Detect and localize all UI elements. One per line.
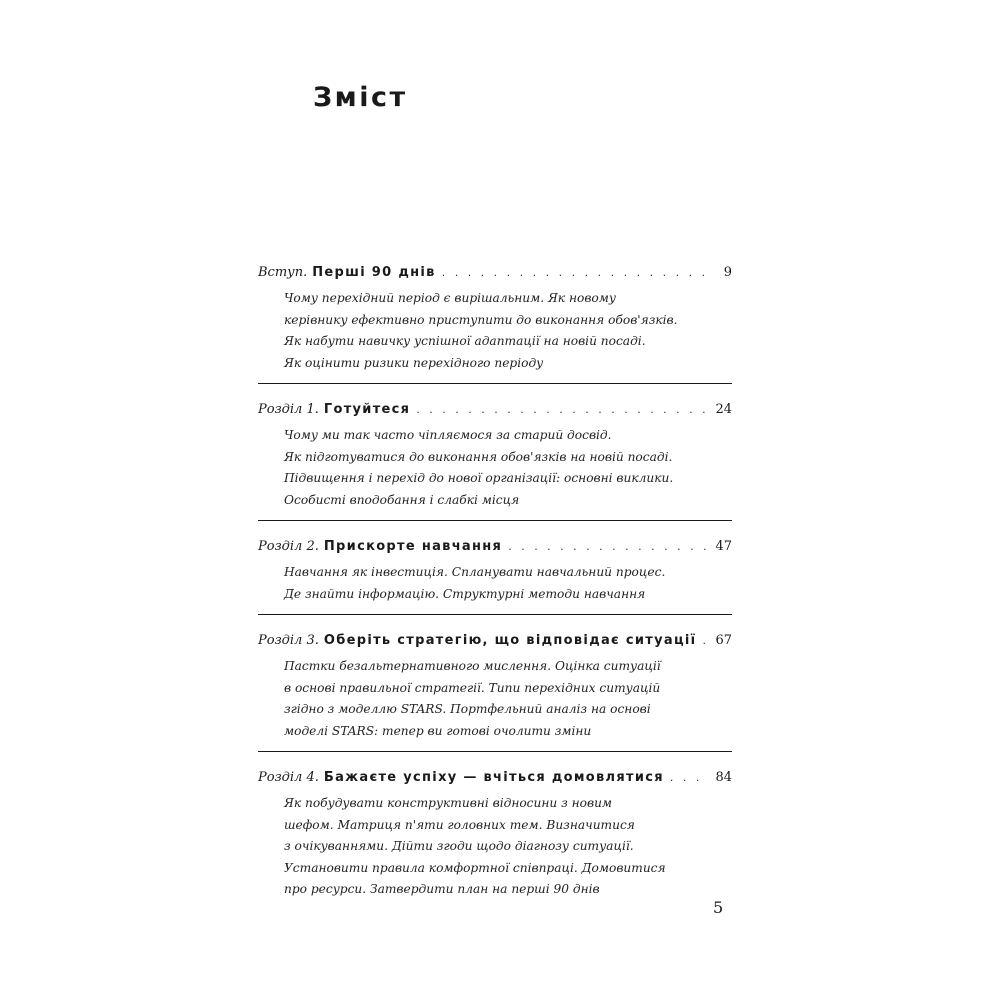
entry-divider: [258, 520, 732, 521]
toc-entry-heading: [258, 395, 732, 425]
description-line: Особисті вподобання і слабкі місця: [284, 492, 520, 507]
description-line: Установити правила комфортної співпраці. Домовитися: [284, 860, 666, 875]
toc-entry-description: [258, 793, 732, 901]
toc-entry-chapter-1: [258, 395, 732, 521]
toc-entry-intro: [258, 258, 732, 384]
toc-entry-heading: [258, 626, 732, 656]
toc-entry-page-number: 24: [715, 402, 732, 417]
toc-entry-page-number: 9: [723, 265, 732, 280]
page-number: 5: [713, 898, 724, 917]
description-line: Чому ми так часто чіпляємося за старий досвід.: [284, 428, 612, 442]
description-line: Як оцінити ризики перехідного періоду: [284, 355, 544, 370]
toc-entry-title: Прискорте навчання: [323, 539, 503, 554]
toc-entry-prefix: Розділ 3.: [258, 633, 319, 648]
description-line: в основі правильної стратегії. Типи перехідних ситуацій: [284, 680, 661, 695]
page-title: Зміст: [313, 82, 408, 113]
toc-entry-page-number: 47: [715, 539, 732, 554]
toc-entry-prefix: Розділ 1.: [258, 402, 319, 417]
description-line: Підвищення і перехід до нової організації: основні виклики.: [284, 471, 674, 485]
toc-entry-prefix: Розділ 4.: [258, 770, 319, 785]
toc-entry-description: [258, 562, 732, 605]
toc-entry-heading: [258, 763, 732, 793]
table-of-contents: [258, 258, 732, 912]
toc-entry-title: Бажаєте успіху — вчіться домовлятися: [323, 770, 664, 785]
entry-divider: [258, 751, 732, 752]
description-line: згідно з моделлю STARS. Портфельний аналіз на основі: [284, 702, 651, 716]
toc-entry-title: Перші 90 днів: [312, 265, 436, 280]
toc-entry-description: [258, 288, 732, 374]
toc-entry-chapter-2: [258, 532, 732, 615]
description-line: Як набути навичку успішної адаптації на новій посаді.: [284, 334, 646, 348]
entry-divider: [258, 383, 732, 384]
toc-entry-title: Готуйтеся: [323, 402, 411, 417]
description-line: керівнику ефективно приступити до виконання обов'язків.: [284, 312, 678, 327]
description-line: Навчання як інвестиція. Спланувати навчальний процес.: [284, 565, 666, 579]
toc-entry-page-number: 84: [715, 770, 732, 785]
description-line: Як підготуватися до виконання обов'язків на новій посаді.: [284, 449, 673, 464]
toc-entry-description: [258, 425, 732, 511]
toc-entry-page-number: 67: [715, 633, 732, 648]
toc-entry-chapter-3: [258, 626, 732, 752]
description-line: Чому перехідний період є вирішальним. Як новому: [284, 291, 616, 305]
dot-leader: [508, 532, 706, 562]
dot-leader: [416, 395, 706, 425]
description-line: Пастки безальтернативного мислення. Оцінка ситуації: [284, 659, 661, 673]
description-line: з очікуваннями. Дійти згоди щодо діагнозу ситуації.: [284, 839, 634, 853]
description-line: про ресурси. Затвердити план на перші 90 днів: [284, 882, 600, 896]
toc-entry-prefix: Вступ.: [258, 265, 308, 280]
dot-leader: [442, 258, 706, 288]
entry-divider: [258, 614, 732, 615]
dot-leader: [670, 763, 706, 793]
toc-entry-title: Оберіть стратегію, що відповідає ситуації: [323, 633, 697, 648]
toc-entry-description: [258, 656, 732, 742]
toc-entry-heading: [258, 258, 732, 288]
dot-leader: [702, 626, 706, 656]
toc-entry-chapter-4: [258, 763, 732, 901]
toc-entry-heading: [258, 532, 732, 562]
toc-entry-prefix: Розділ 2.: [258, 539, 319, 554]
description-line: Як побудувати конструктивні відносини з новим: [284, 796, 613, 810]
description-line: Де знайти інформацію. Структурні методи навчання: [284, 586, 646, 601]
description-line: моделі STARS: тепер ви готові очолити зміни: [284, 723, 592, 738]
description-line: шефом. Матриця п'яти головних тем. Визначитися: [284, 817, 635, 832]
